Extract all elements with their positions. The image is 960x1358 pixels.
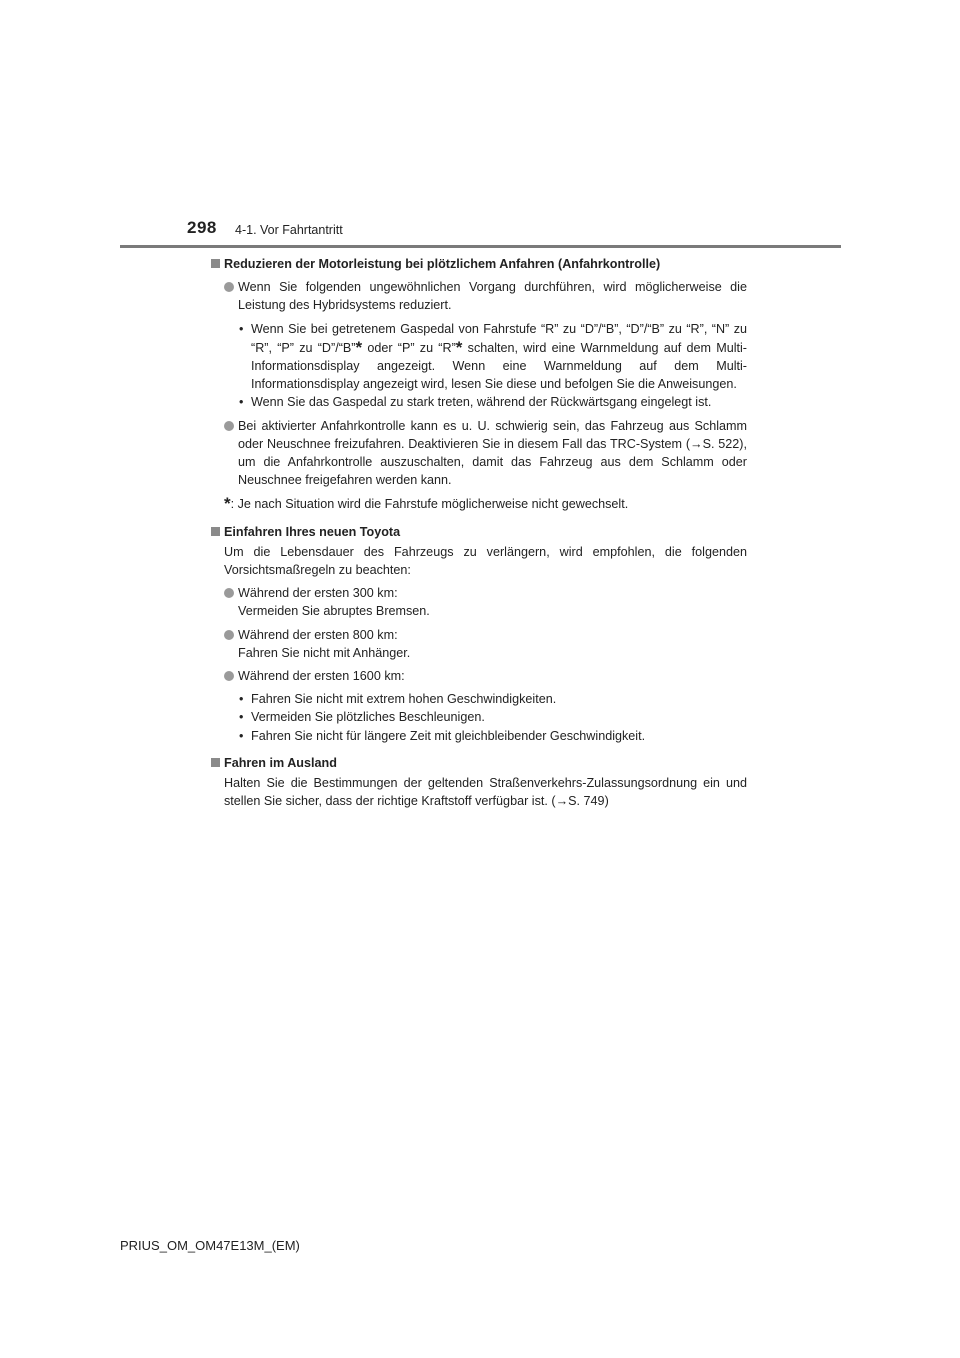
sub-text: Fahren Sie nicht mit extrem hohen Geschwindigkeiten. — [251, 692, 557, 707]
bullet-text-part1: Bei aktivierter Anfahrkontrolle kann es u. U. schwierig sein, das Fahrzeug aus Schlamm oder Neuschnee freizufahren. Deaktivieren Sie in diesem Fall das TRC-System ( — [238, 418, 747, 451]
sub-text-part3: schalten, wird eine Warnmeldung auf dem Multi-Informationsdisplay angezeigt. Wenn eine Warnmeldung auf dem Multi-Informationsdisplay angezeigt wird, lesen Sie diese und befolgen Sie die Anweisungen. — [251, 340, 747, 392]
circle-bullet-icon — [224, 421, 234, 431]
sub-bullet-mark: • — [239, 321, 244, 336]
document-id: PRIUS_OM_OM47E13M_(EM) — [120, 1238, 300, 1253]
bullet-text-part2: S. 522), um die Anfahrkontrolle auszuschalten, damit das Fahrzeug aus dem Schlamm oder Neuschnee freigefahren werden kann. — [238, 436, 747, 488]
list-item — [211, 417, 747, 490]
square-bullet-icon — [211, 527, 220, 536]
sub-list-item — [211, 690, 747, 708]
asterisk-mark: * — [224, 494, 231, 514]
paragraph: Um die Lebensdauer des Fahrzeugs zu verlängern, wird empfohlen, die folgenden Vorsichtsmaßregeln zu beachten: — [224, 544, 747, 578]
bullet-line: Vermeiden Sie abruptes Bremsen. — [238, 604, 430, 619]
footnote-text: : Je nach Situation wird die Fahrstufe möglicherweise nicht gewechselt. — [230, 497, 629, 512]
page-number: 298 — [187, 218, 217, 237]
section-heading-einfahren — [211, 523, 747, 541]
section-heading-anfahrkontrolle — [211, 255, 747, 273]
sub-text-part2: oder “P” zu “R” — [362, 340, 456, 355]
section-heading-text: Einfahren Ihres neuen Toyota — [224, 524, 401, 539]
section-heading-ausland — [211, 754, 747, 772]
page-content — [211, 255, 747, 810]
bullet-line: Während der ersten 1600 km: — [238, 669, 405, 684]
paragraph-text-part2: S. 749) — [568, 794, 609, 809]
section-heading-text: Fahren im Ausland — [224, 755, 337, 770]
paragraph — [211, 774, 747, 810]
footnote — [211, 494, 747, 513]
arrow-right-icon: → — [690, 436, 703, 451]
sub-bullet-mark: • — [239, 692, 244, 707]
chapter-title: 4-1. Vor Fahrtantritt — [235, 223, 343, 237]
sub-bullet-mark: • — [239, 710, 244, 725]
sub-bullet-mark: • — [239, 728, 244, 743]
circle-bullet-icon — [224, 588, 234, 598]
square-bullet-icon — [211, 758, 220, 767]
bullet-line: Während der ersten 800 km: — [238, 627, 398, 642]
sub-list-item — [211, 393, 747, 411]
sub-text: Fahren Sie nicht für längere Zeit mit gleichbleibender Geschwindigkeit. — [251, 728, 646, 743]
asterisk-mark: * — [455, 337, 463, 357]
sub-list-item — [211, 320, 747, 394]
paragraph-text-part1: Halten Sie die Bestimmungen der geltenden Straßenverkehrs-Zulassungsordnung ein und stellen Sie sicher, dass der richtige Kraftstoff verfügbar ist. ( — [224, 776, 747, 809]
header-divider — [120, 245, 841, 248]
sub-list-item — [211, 727, 747, 745]
sub-list-item — [211, 708, 747, 726]
list-item — [211, 667, 747, 685]
sub-text: Vermeiden Sie plötzliches Beschleunigen. — [251, 710, 485, 725]
bullet-line: Während der ersten 300 km: — [238, 586, 398, 601]
asterisk-mark: * — [355, 337, 363, 357]
bullet-line: Fahren Sie nicht mit Anhänger. — [238, 645, 411, 660]
circle-bullet-icon — [224, 671, 234, 681]
circle-bullet-icon — [224, 282, 234, 292]
list-item — [211, 584, 747, 620]
sub-text-part1: Wenn Sie bei getretenem Gaspedal von Fahrstufe “R” zu “D”/“B”, “D”/“B” zu “R”, “N” zu “R”, “P” zu “D”/“B” — [251, 321, 747, 355]
sub-bullet-mark: • — [239, 395, 244, 410]
bullet-text: Wenn Sie folgenden ungewöhnlichen Vorgang durchführen, wird möglicherweise die Leistung des Hybridsystems reduziert. — [238, 280, 747, 313]
list-item — [211, 278, 747, 314]
square-bullet-icon — [211, 259, 220, 268]
list-item — [211, 626, 747, 662]
sub-text: Wenn Sie das Gaspedal zu stark treten, während der Rückwärtsgang eingelegt ist. — [251, 395, 712, 410]
circle-bullet-icon — [224, 630, 234, 640]
section-heading-text: Reduzieren der Motorleistung bei plötzlichem Anfahren (Anfahrkontrolle) — [224, 257, 661, 271]
arrow-right-icon: → — [555, 794, 569, 809]
